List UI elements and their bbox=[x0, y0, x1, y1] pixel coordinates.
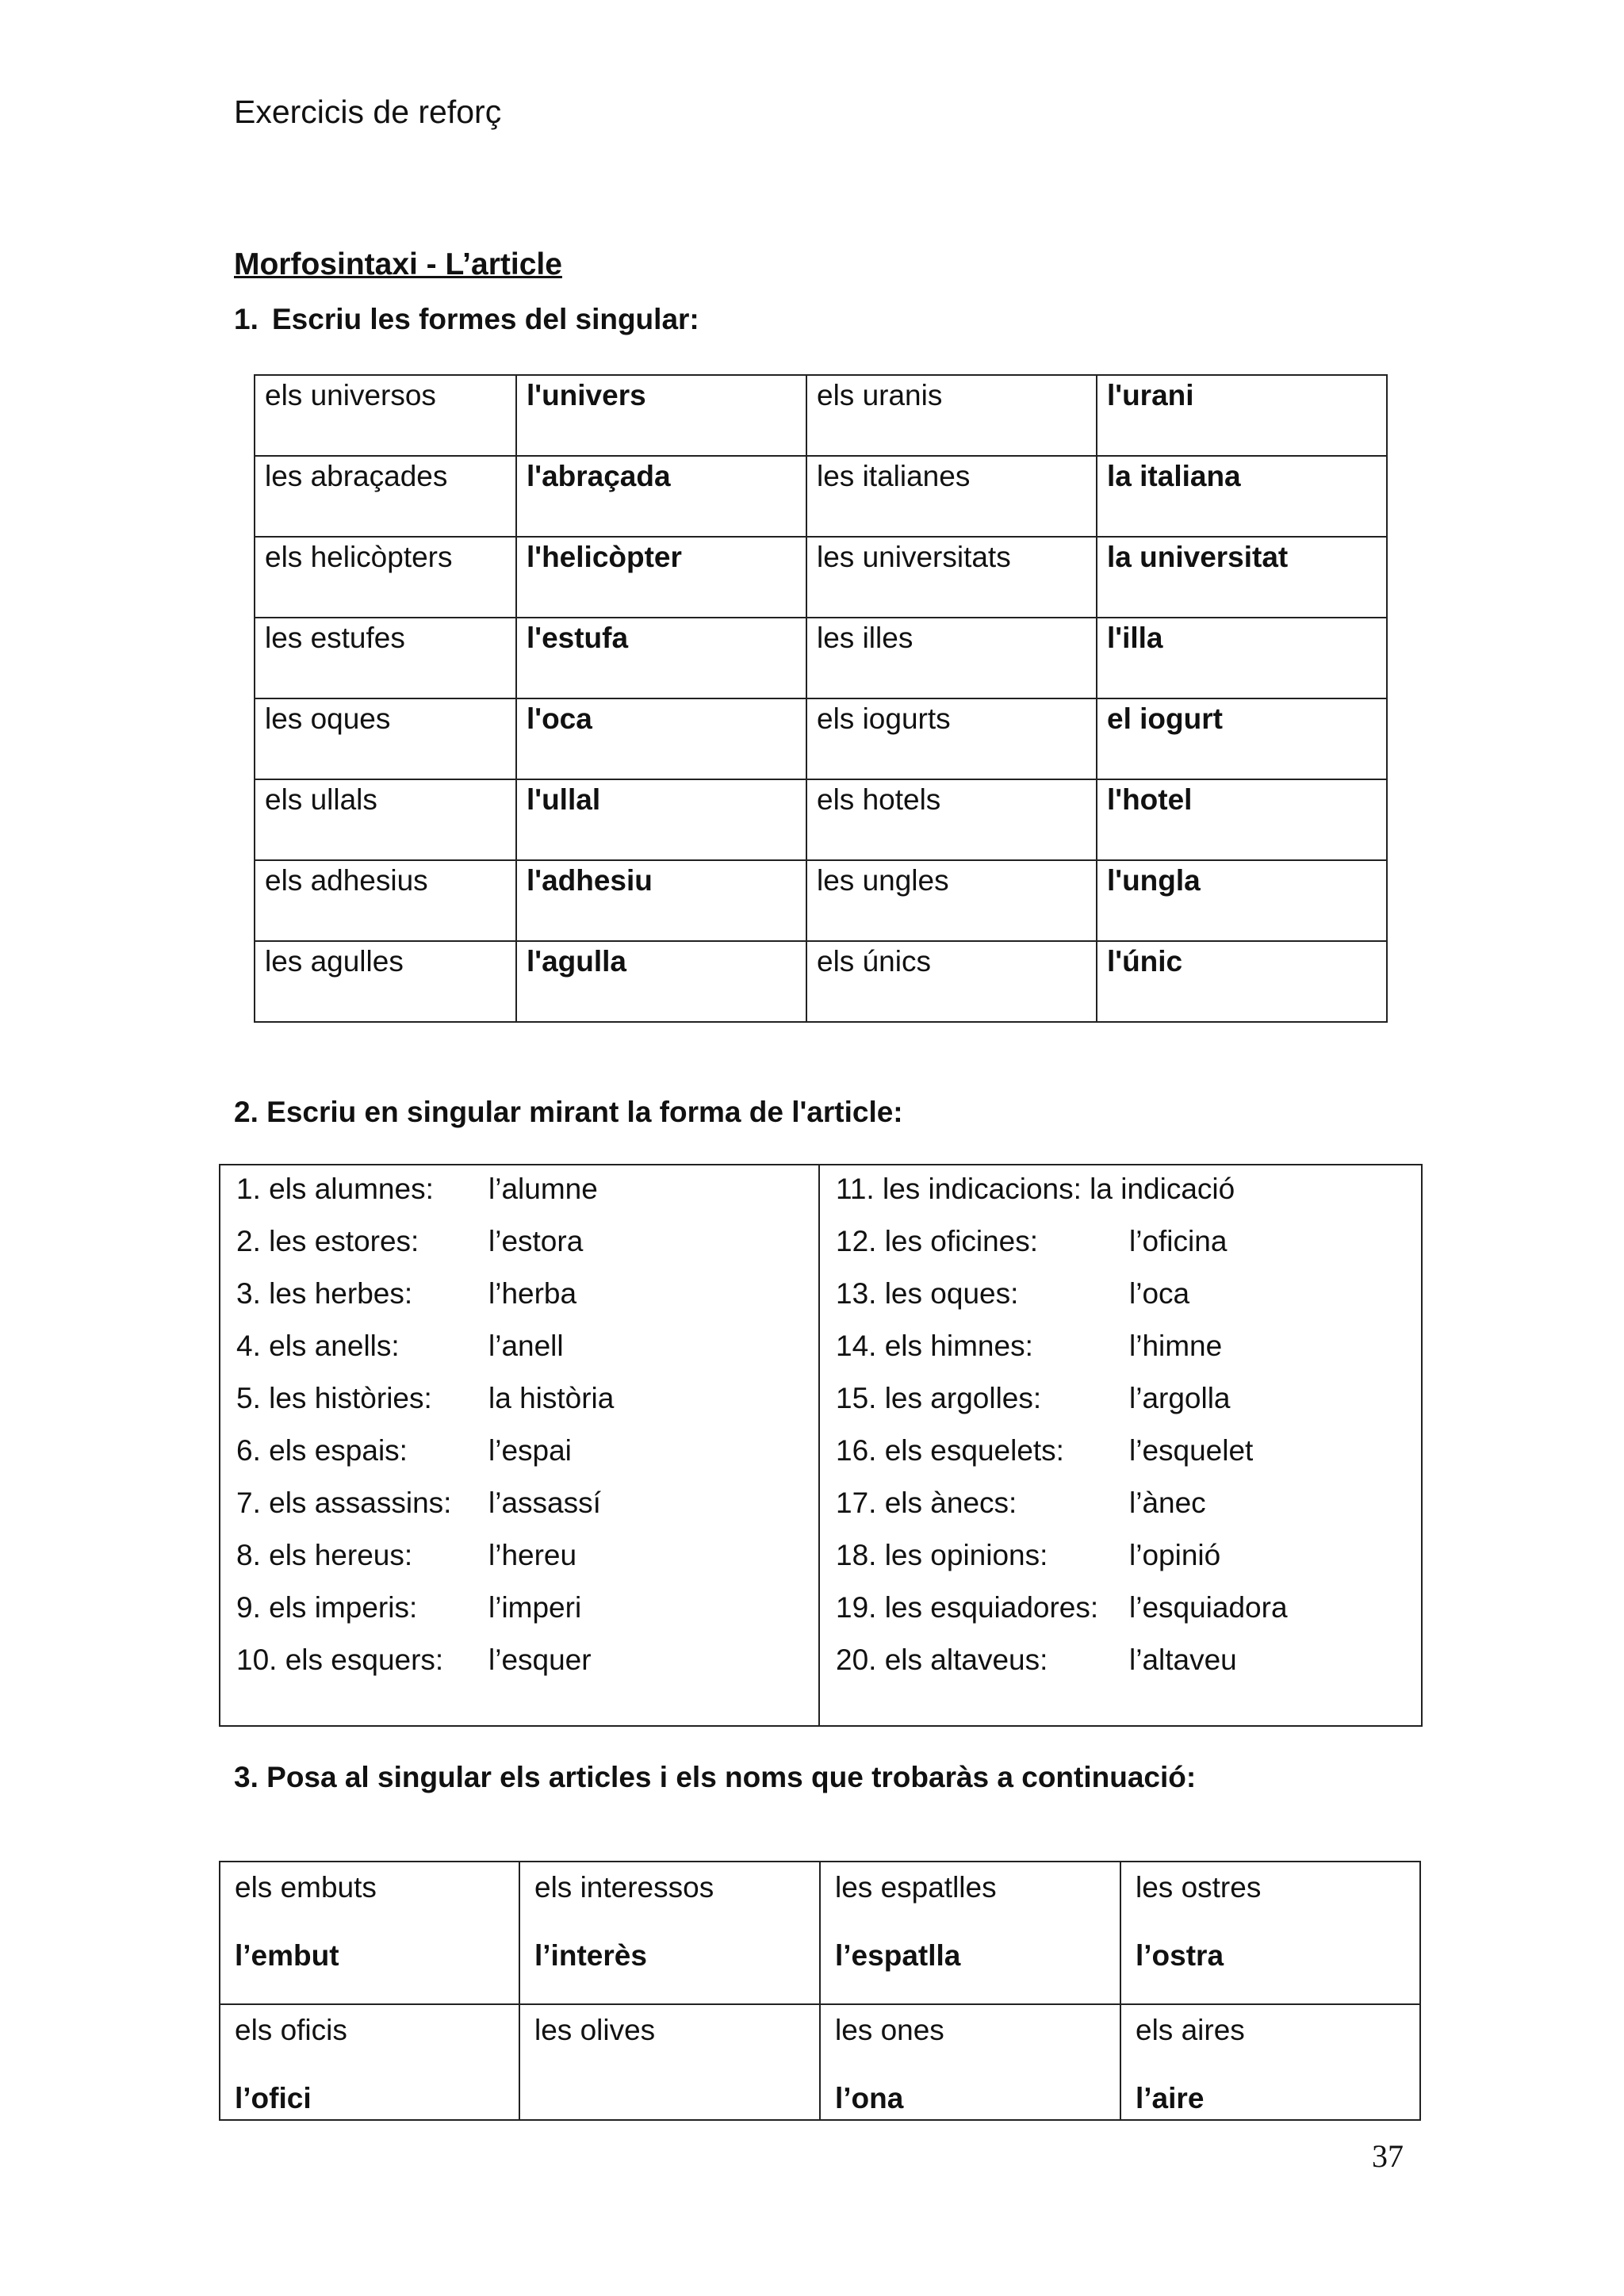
plural-text: 11. les indicacions: la indicació bbox=[836, 1173, 1235, 1205]
list-item bbox=[236, 1165, 598, 1213]
list-item bbox=[236, 1427, 572, 1475]
list-item bbox=[836, 1165, 1235, 1213]
answer-cell: l'únic bbox=[1097, 941, 1387, 1022]
plural-cell: els helicòpters bbox=[255, 537, 516, 618]
answer-cell: la universitat bbox=[1097, 537, 1387, 618]
table-cell bbox=[220, 2004, 519, 2120]
plural-text: 16. els esquelets: bbox=[836, 1434, 1064, 1467]
singular-text: l’alumne bbox=[488, 1173, 598, 1205]
plural-cell: les abraçades bbox=[255, 456, 516, 537]
answer-cell: l'ungla bbox=[1097, 860, 1387, 941]
page-number: 37 bbox=[1372, 2138, 1404, 2174]
plural-cell: els hotels bbox=[806, 779, 1097, 860]
singular-text: l’esquer bbox=[488, 1644, 592, 1676]
plural-text: les olives bbox=[534, 2014, 656, 2046]
list-item bbox=[236, 1532, 577, 1579]
singular-text: l’himne bbox=[1129, 1330, 1223, 1362]
table-row bbox=[220, 2004, 1420, 2120]
answer-cell: l'univers bbox=[516, 375, 806, 456]
singular-answer bbox=[534, 2078, 805, 2119]
answer-cell: la italiana bbox=[1097, 456, 1387, 537]
list-item bbox=[836, 1584, 1288, 1632]
plural-text: els aires bbox=[1136, 2014, 1245, 2046]
plural-text: 10. els esquers: bbox=[236, 1644, 444, 1676]
answer-cell: l'ullal bbox=[516, 779, 806, 860]
exercise-1-title bbox=[234, 303, 699, 336]
plural-text: 12. les oficines: bbox=[836, 1225, 1039, 1257]
list-item bbox=[836, 1427, 1254, 1475]
singular-text: l’esquelet bbox=[1129, 1434, 1254, 1467]
list-item bbox=[836, 1532, 1221, 1579]
list-item bbox=[236, 1322, 564, 1370]
answer-cell: l'adhesiu bbox=[516, 860, 806, 941]
plural-cell: els uranis bbox=[806, 375, 1097, 456]
exercise-2-title: 2. Escriu en singular mirant la forma de l'article: bbox=[234, 1096, 903, 1128]
plural-text: 7. els assassins: bbox=[236, 1487, 452, 1519]
list-item bbox=[836, 1375, 1231, 1422]
plural-cell: els iogurts bbox=[806, 698, 1097, 779]
answer-cell: l'agulla bbox=[516, 941, 806, 1022]
list-item bbox=[836, 1636, 1237, 1684]
plural-text: els oficis bbox=[235, 2014, 347, 2046]
table-row bbox=[255, 698, 1387, 779]
plural-text: 15. les argolles: bbox=[836, 1382, 1042, 1414]
table-cell bbox=[519, 1862, 820, 2004]
singular-text: l’espai bbox=[488, 1434, 572, 1467]
singular-answer: l’espatlla bbox=[835, 1939, 961, 1972]
plural-text: 5. les històries: bbox=[236, 1382, 432, 1414]
plural-cell: les oques bbox=[255, 698, 516, 779]
plural-cell: els únics bbox=[806, 941, 1097, 1022]
answer-cell: el iogurt bbox=[1097, 698, 1387, 779]
plural-text: 20. els altaveus: bbox=[836, 1644, 1048, 1676]
plural-text: 19. les esquiadores: bbox=[836, 1591, 1099, 1624]
singular-text: l’oca bbox=[1129, 1277, 1190, 1310]
exercise-1-title-text: Escriu les formes del singular: bbox=[272, 303, 699, 335]
answer-cell: l'illa bbox=[1097, 618, 1387, 698]
answer-cell: l'abraçada bbox=[516, 456, 806, 537]
answer-cell: l'estufa bbox=[516, 618, 806, 698]
singular-text: la història bbox=[488, 1382, 615, 1414]
exercise-1-table bbox=[254, 374, 1388, 1023]
plural-cell: les universitats bbox=[806, 537, 1097, 618]
section-heading: Morfosintaxi - L’article bbox=[234, 247, 562, 281]
answer-cell: l'oca bbox=[516, 698, 806, 779]
singular-answer: l’ostra bbox=[1136, 1939, 1224, 1972]
plural-text: 3. les herbes: bbox=[236, 1277, 413, 1310]
plural-text: les ostres bbox=[1136, 1871, 1262, 1904]
plural-cell: els universos bbox=[255, 375, 516, 456]
list-item bbox=[836, 1270, 1190, 1318]
singular-answer: l’ona bbox=[835, 2082, 904, 2114]
list-item bbox=[236, 1584, 582, 1632]
list-item bbox=[236, 1218, 584, 1265]
plural-cell: les estufes bbox=[255, 618, 516, 698]
plural-text: 1. els alumnes: bbox=[236, 1173, 434, 1205]
plural-text: 18. les opinions: bbox=[836, 1539, 1048, 1571]
singular-answer: l’ofici bbox=[235, 2082, 312, 2114]
plural-cell: les agulles bbox=[255, 941, 516, 1022]
plural-text: 2. les estores: bbox=[236, 1225, 419, 1257]
table-row bbox=[255, 375, 1387, 456]
table-cell bbox=[519, 2004, 820, 2120]
singular-text: l’oficina bbox=[1129, 1225, 1228, 1257]
plural-text: 14. els himnes: bbox=[836, 1330, 1033, 1362]
plural-cell: els adhesius bbox=[255, 860, 516, 941]
table-cell bbox=[220, 1862, 519, 2004]
exercise-3-table bbox=[219, 1861, 1421, 2121]
plural-text: 4. els anells: bbox=[236, 1330, 400, 1362]
plural-cell: les illes bbox=[806, 618, 1097, 698]
answer-cell: l'urani bbox=[1097, 375, 1387, 456]
plural-text: les ones bbox=[835, 2014, 944, 2046]
singular-text: l’opinió bbox=[1129, 1539, 1221, 1571]
singular-text: l’ànec bbox=[1129, 1487, 1206, 1519]
singular-answer: l’interès bbox=[534, 1939, 647, 1972]
plural-text: 6. els espais: bbox=[236, 1434, 408, 1467]
list-item bbox=[236, 1636, 592, 1684]
plural-cell: les ungles bbox=[806, 860, 1097, 941]
singular-text: l’estora bbox=[488, 1225, 584, 1257]
table-row bbox=[255, 618, 1387, 698]
list-item bbox=[236, 1375, 615, 1422]
plural-cell: les italianes bbox=[806, 456, 1097, 537]
answer-cell: l'helicòpter bbox=[516, 537, 806, 618]
table-row bbox=[220, 1862, 1420, 2004]
table-cell bbox=[1120, 1862, 1420, 2004]
exercise-1-number: 1. bbox=[234, 303, 259, 335]
plural-cell: els ullals bbox=[255, 779, 516, 860]
table-row bbox=[255, 779, 1387, 860]
singular-text: l’hereu bbox=[488, 1539, 577, 1571]
list-item bbox=[836, 1322, 1223, 1370]
singular-answer: l’aire bbox=[1136, 2082, 1205, 2114]
list-item bbox=[236, 1270, 577, 1318]
table-row bbox=[255, 537, 1387, 618]
list-item bbox=[236, 1479, 601, 1527]
list-item bbox=[836, 1479, 1206, 1527]
singular-text: l’argolla bbox=[1129, 1382, 1231, 1414]
singular-answer: l’embut bbox=[235, 1939, 339, 1972]
singular-text: l’assassí bbox=[488, 1487, 601, 1519]
singular-text: l’anell bbox=[488, 1330, 564, 1362]
exercise-3-title: 3. Posa al singular els articles i els noms que trobaràs a continuació: bbox=[234, 1761, 1197, 1793]
singular-text: l’imperi bbox=[488, 1591, 582, 1624]
plural-text: els embuts bbox=[235, 1871, 377, 1904]
exercise-2-box bbox=[219, 1164, 1423, 1727]
table-row bbox=[255, 941, 1387, 1022]
table-row bbox=[255, 860, 1387, 941]
plural-text: 8. els hereus: bbox=[236, 1539, 413, 1571]
plural-text: les espatlles bbox=[835, 1871, 997, 1904]
exercise-2-left-column bbox=[220, 1165, 820, 1725]
singular-text: l’altaveu bbox=[1129, 1644, 1237, 1676]
plural-text: 13. les oques: bbox=[836, 1277, 1019, 1310]
table-row bbox=[255, 456, 1387, 537]
exercise-2-right-column bbox=[820, 1165, 1421, 1725]
plural-text: 17. els ànecs: bbox=[836, 1487, 1017, 1519]
answer-cell: l'hotel bbox=[1097, 779, 1387, 860]
document-header: Exercicis de reforç bbox=[234, 94, 502, 130]
table-cell bbox=[820, 1862, 1120, 2004]
plural-text: els interessos bbox=[534, 1871, 714, 1904]
singular-text: l’esquiadora bbox=[1129, 1591, 1288, 1624]
table-cell bbox=[1120, 2004, 1420, 2120]
plural-text: 9. els imperis: bbox=[236, 1591, 418, 1624]
table-cell bbox=[820, 2004, 1120, 2120]
list-item bbox=[836, 1218, 1228, 1265]
singular-text: l’herba bbox=[488, 1277, 577, 1310]
